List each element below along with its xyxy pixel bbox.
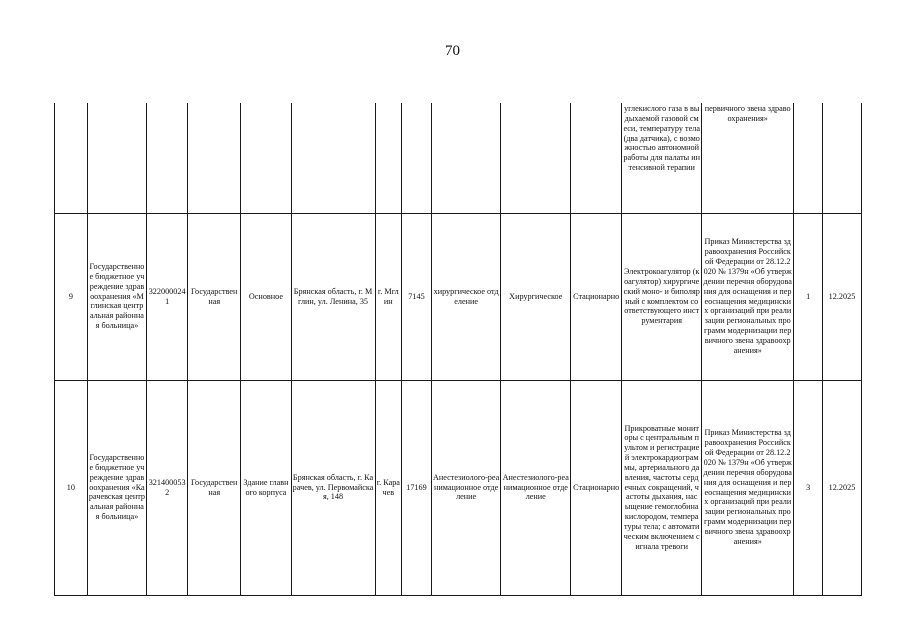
cell-ownership	[188, 103, 241, 213]
cell-equipment: Прикроватные мониторы с центральным пультом и регистрацией электрокардиограммы, артериального давления, частоты сердечных сокращений, частоты дыхания, насыщение гемоглобина кислородом, температуры тела; с автоматическим включением сигнала тревоги	[622, 380, 702, 595]
page-number: 70	[445, 43, 460, 59]
cell-equipment: углекислого газа в выдыхаемой газовой смеси, температуру тела (два датчика), с возможностью автономной работы для палаты интенсивной терапии	[622, 103, 702, 213]
cell-qty: 3	[794, 380, 823, 595]
cell-profile: Анестезиолого-реанимационное отделение	[501, 380, 571, 595]
cell-city: г. Мглин	[375, 213, 402, 380]
cell-code: 3214000532	[147, 380, 188, 595]
cell-code	[147, 103, 188, 213]
cell-department	[431, 103, 501, 213]
cell-org: Государственное бюджетное учреждение здравоохранения «Карачевская центральная районная больница»	[87, 380, 146, 595]
cell-population	[402, 103, 432, 213]
cell-org	[87, 103, 146, 213]
cell-ownership: Государственная	[188, 380, 241, 595]
cell-basis: Приказ Министерства здравоохранения Российской Федерации от 28.12.2020 № 1379н «Об утверждении перечня оборудования для оснащения и переоснащения медицинских организаций при реализации региональных программ модернизации первичного звена здравоохранения»	[702, 213, 794, 380]
cell-qty	[794, 103, 823, 213]
cell-num	[55, 103, 88, 213]
equipment-register-table	[54, 103, 862, 596]
cell-date	[822, 103, 861, 213]
cell-care-type: Стационарно	[571, 380, 622, 595]
cell-population: 17169	[402, 380, 432, 595]
cell-city	[375, 103, 402, 213]
cell-date: 12.2025	[822, 213, 861, 380]
cell-department: хирургическое отделение	[431, 213, 501, 380]
cell-building: Основное	[241, 213, 291, 380]
cell-care-type: Стационарно	[571, 213, 622, 380]
table-row	[55, 380, 862, 595]
cell-profile: Хирургическое	[501, 213, 571, 380]
table-row	[55, 213, 862, 380]
cell-building: Здание главного корпуса	[241, 380, 291, 595]
cell-city: г. Карачев	[375, 380, 402, 595]
cell-basis: первичного звена здравоохранения»	[702, 103, 794, 213]
table-row-continued	[55, 103, 862, 213]
cell-building	[241, 103, 291, 213]
cell-qty: 1	[794, 213, 823, 380]
cell-basis: Приказ Министерства здравоохранения Российской Федерации от 28.12.2020 № 1379н «Об утверждении перечня оборудования для оснащения и переоснащения медицинских организаций при реализации региональных программ модернизации первичного звена здравоохранения»	[702, 380, 794, 595]
cell-equipment: Электрокоагулятор (коагулятор) хирургический моно- и биполярный с комплектом соответствующего инструментария	[622, 213, 702, 380]
cell-address	[291, 103, 375, 213]
cell-code: 3220000241	[147, 213, 188, 380]
cell-population: 7145	[402, 213, 432, 380]
cell-date: 12.2025	[822, 380, 861, 595]
cell-profile	[501, 103, 571, 213]
cell-ownership: Государственная	[188, 213, 241, 380]
cell-num: 10	[55, 380, 88, 595]
cell-org: Государственное бюджетное учреждение здравоохранения «Мглинская центральная районная больница»	[87, 213, 146, 380]
cell-care-type	[571, 103, 622, 213]
cell-department: Анестезиолого-реанимационное отделение	[431, 380, 501, 595]
cell-num: 9	[55, 213, 88, 380]
cell-address: Брянская область, г. Мглин, ул. Ленина, 35	[291, 213, 375, 380]
cell-address: Брянская область, г. Карачев, ул. Первомайская, 148	[291, 380, 375, 595]
